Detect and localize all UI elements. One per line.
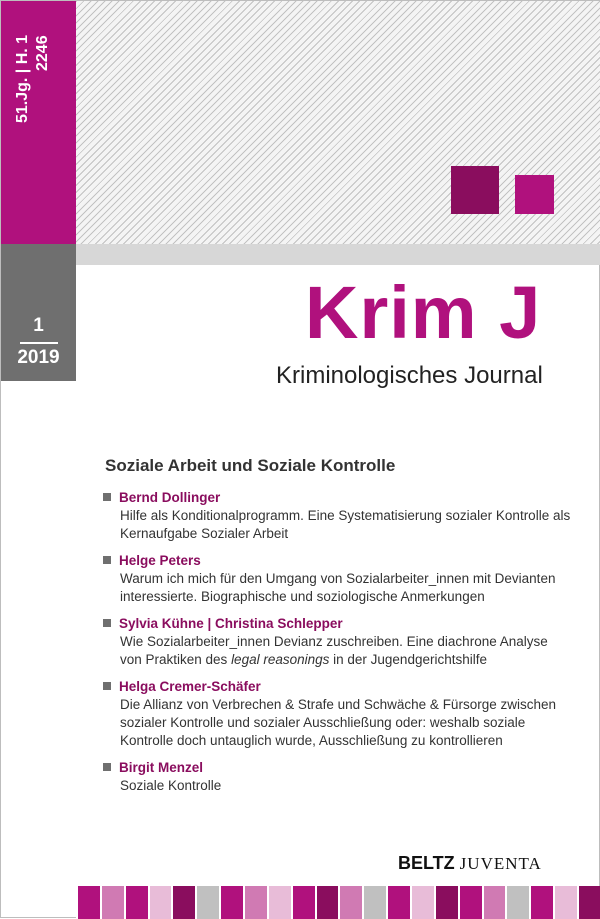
strip-block xyxy=(338,886,362,919)
strip-block xyxy=(195,886,219,919)
journal-subtitle: Kriminologisches Journal xyxy=(276,362,543,389)
article-author: Helge Peters xyxy=(119,553,201,568)
color-strip xyxy=(76,886,600,919)
article-author: Bernd Dollinger xyxy=(119,490,221,505)
article-title: Soziale Kontrolle xyxy=(120,778,222,793)
article-item xyxy=(103,615,573,669)
strip-block xyxy=(100,886,124,919)
code-label: 2246 xyxy=(34,35,51,71)
publisher-name-juventa: JUVENTA xyxy=(459,854,542,873)
strip-block xyxy=(267,886,291,919)
strip-block xyxy=(171,886,195,919)
strip-block xyxy=(124,886,148,919)
strip-block xyxy=(577,886,600,919)
strip-block xyxy=(148,886,172,919)
strip-block xyxy=(219,886,243,919)
dark-magenta-square xyxy=(451,166,499,214)
bullet-icon xyxy=(103,763,111,771)
article-item xyxy=(103,489,573,543)
bullet-icon xyxy=(103,682,111,690)
article-item xyxy=(103,552,573,606)
article-item xyxy=(103,759,573,795)
strip-block xyxy=(410,886,434,919)
strip-block xyxy=(505,886,529,919)
article-title: Die Allianz von Verbrechen & Strafe und Schwäche & Fürsorge zwischen sozialer Kontrolle und sozialer Ausschließung oder: weshalb soziale Kontrolle doch untauglich wurde, Ausschließung zu kontrollieren xyxy=(120,697,556,748)
article-title: Wie Sozialarbeiter_innen Devianz zuschreiben. Eine diachrone Analyse von Praktiken des legal reasonings in der Jugendgerichtshilfe xyxy=(120,634,548,667)
strip-block xyxy=(315,886,339,919)
article-item xyxy=(103,678,573,750)
publisher-name-beltz: BELTZ xyxy=(398,853,455,873)
article-author: Sylvia Kühne | Christina Schlepper xyxy=(119,616,343,631)
spine-vertical-text xyxy=(13,35,53,123)
issue-divider xyxy=(20,342,58,344)
issue-theme: Soziale Arbeit und Soziale Kontrolle xyxy=(105,456,396,475)
strip-block xyxy=(362,886,386,919)
issue-year: 2019 xyxy=(17,347,60,368)
strip-block xyxy=(529,886,553,919)
magenta-square xyxy=(515,175,554,214)
strip-block xyxy=(434,886,458,919)
article-list xyxy=(103,489,573,804)
article-title: Warum ich mich für den Umgang von Sozialarbeiter_innen mit Devianten interessierte. Biographische und soziologische Anmerkungen xyxy=(120,571,556,604)
strip-block xyxy=(482,886,506,919)
strip-block xyxy=(458,886,482,919)
strip-block xyxy=(76,886,100,919)
grey-band xyxy=(76,244,600,265)
bullet-icon xyxy=(103,619,111,627)
issue-number: 1 xyxy=(33,315,44,336)
article-author: Birgit Menzel xyxy=(119,760,204,775)
strip-block xyxy=(386,886,410,919)
volume-label: 51.Jg. | H. 1 xyxy=(14,34,31,123)
strip-block xyxy=(291,886,315,919)
strip-block xyxy=(553,886,577,919)
strip-block xyxy=(243,886,267,919)
journal-logo: Krim J xyxy=(305,271,542,354)
article-title: Hilfe als Konditionalprogramm. Eine Systematisierung sozialer Kontrolle als Kernaufgabe Sozialer Arbeit xyxy=(120,508,571,541)
article-author: Helga Cremer-Schäfer xyxy=(119,679,261,694)
bullet-icon xyxy=(103,556,111,564)
publisher-logo xyxy=(398,853,542,874)
bullet-icon xyxy=(103,493,111,501)
